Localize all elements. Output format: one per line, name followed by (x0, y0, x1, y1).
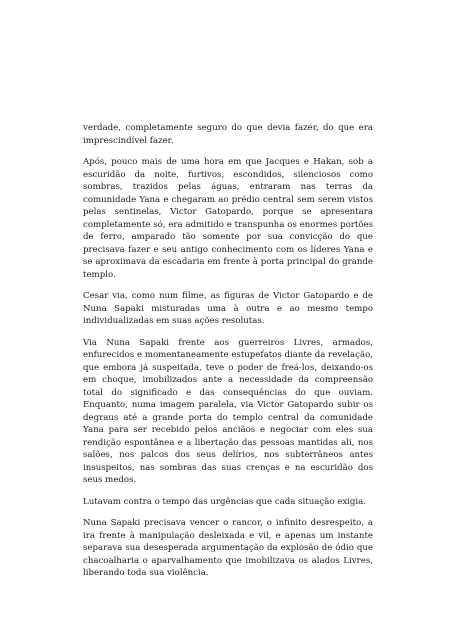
paragraph-3: Cesar via, como num filme, as figuras de Victor Gatopardo e de Nuna Sapaki misturadas uma à outra e ao mesmo tempo individualizadas em suas ações resolutas. (83, 291, 373, 326)
paragraph-1: verdade, completamente seguro do que devia fazer, do que era imprescindível fazer. (83, 123, 373, 146)
paragraph-4: Via Nuna Sapaki frente aos guerreiros Livres, armados, enfurecidos e momentaneamente estupefatos diante da revelação, que embora já suspeitada, teve o poder de freá-los, deixando-os em choque, imobilizados ante a necessidade da compreensão total do significado e das consequências do que ouviam. Enquanto, numa imagem paralela, via Victor Gatopardo subir os degraus até a grande porta do templo central da comunidade Yana para ser recebido pelos anciãos e negociar com eles sua rendição espontânea e a libertação das pessoas mantidas ali, nos salões, nos palcos dos seus delírios, nos subterrâneos antes insuspeitos, nas sombras das suas crenças e na escuridão dos seus medos. (83, 337, 373, 485)
body-text (83, 122, 373, 589)
paragraph-5: Lutavam contra o tempo das urgências que cada situação exigia. (83, 496, 367, 507)
paragraph-6: Nuna Sapaki precisava vencer o rancor, o infinito desrespeito, a ira frente à manipulação desleixada e vil, e apenas um instante separava sua desesperada argumentação da explosão de ódio que chacoalharia o aparvalhamento que imobilizava os alados Livres, liberando toda sua violência. (83, 518, 373, 578)
paragraph-2: Após, pouco mais de uma hora em que Jacques e Hakan, sob a escuridão da noite, furtivos, escondidos, silenciosos como sombras, trazidos pelas águas, entraram nas terras da comunidade Yana e chegaram ao prédio central sem serem vistos pelas sentinelas, Victor Gatopardo, porque se apresentara completamente só, era admitido e transpunha os enormes portões de ferro, amparado tão somente por sua convicção do que precisava fazer e seu antigo conhecimento com os líderes Yana e se aproximava da escadaria em frente à porta principal do grande templo. (83, 157, 373, 280)
